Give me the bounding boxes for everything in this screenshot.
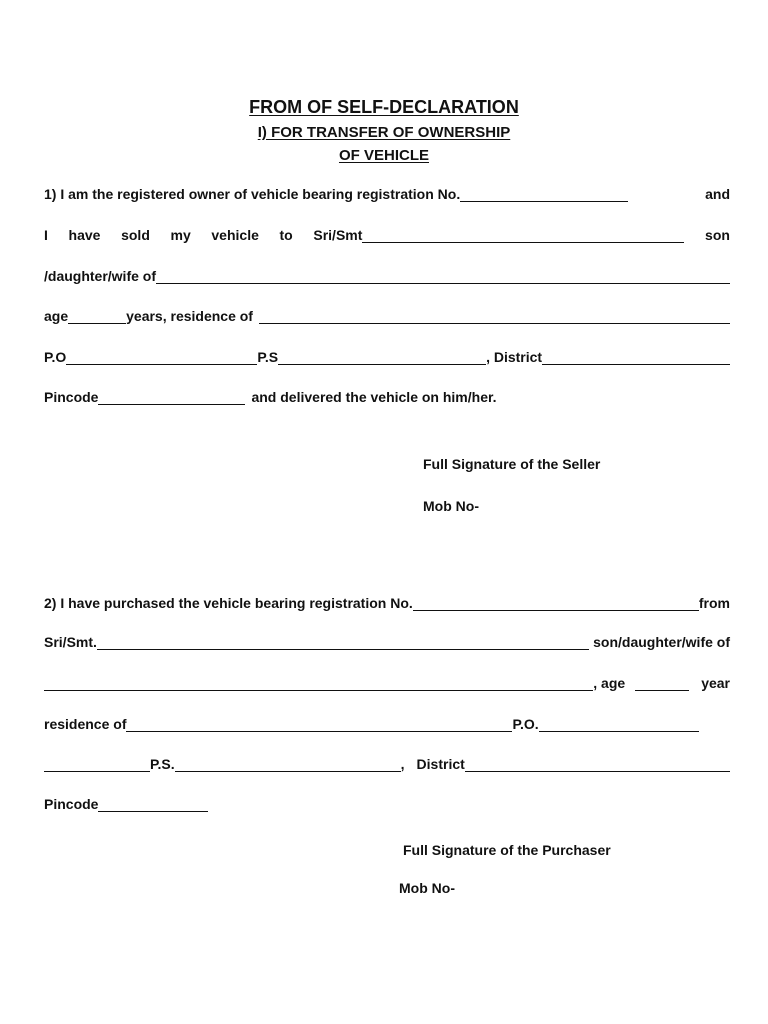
seller-po-field[interactable] <box>539 717 699 732</box>
seller-line-age <box>44 302 730 324</box>
buyer-name-group <box>313 227 684 243</box>
seller-age-field[interactable] <box>635 676 689 691</box>
seller-word: I <box>44 227 48 243</box>
seller-ps-field[interactable] <box>175 757 401 772</box>
ps-label: P.S. <box>150 756 175 772</box>
po-label: P.O <box>44 349 67 365</box>
seller-line-po-ps <box>44 343 730 365</box>
seller-residence-field[interactable] <box>126 717 512 732</box>
buyer-name-field[interactable] <box>362 228 684 243</box>
seller-ps-prefix-field[interactable] <box>44 757 150 772</box>
pincode-label: Pincode <box>44 389 99 405</box>
ps-label: P.S <box>257 349 279 365</box>
from-label: from <box>698 595 730 611</box>
seller-line-parent <box>44 262 730 284</box>
form-subtitle-line-1: I) FOR TRANSFER OF OWNERSHIP <box>257 124 511 141</box>
purchaser-line-registration <box>44 589 730 611</box>
seller-name-field[interactable] <box>97 635 589 650</box>
comma-text: , <box>400 756 405 772</box>
purchaser-mobile-label: Mob No- <box>399 880 455 896</box>
sri-smt-label: Sri/Smt. <box>44 634 97 650</box>
buyer-po-field[interactable] <box>66 350 257 365</box>
buyer-residence-field[interactable] <box>259 309 730 324</box>
pincode-label: Pincode <box>44 796 99 812</box>
purchaser-registration-text: 2) I have purchased the vehicle bearing registration No. <box>44 595 413 611</box>
purchaser-line-residence <box>44 710 730 732</box>
form-title: FROM OF SELF-DECLARATION <box>249 97 519 117</box>
seller-registration-text: 1) I am the registered owner of vehicle bearing registration No. <box>44 186 461 202</box>
purchaser-line-pincode <box>44 790 730 812</box>
buyer-pincode-field[interactable] <box>98 390 245 405</box>
form-subtitle-line-2: OF VEHICLE <box>338 147 429 164</box>
seller-mobile-label: Mob No- <box>423 498 479 514</box>
buyer-age-field[interactable] <box>68 309 126 324</box>
purchaser-line-parent-age <box>44 669 730 691</box>
po-label: P.O. <box>512 716 539 732</box>
age-label: age <box>44 308 69 324</box>
residence-of-label: residence of <box>44 716 127 732</box>
seller-word: my <box>170 227 191 243</box>
buyer-parent-field[interactable] <box>156 269 730 284</box>
district-label: , District <box>486 349 543 365</box>
sri-smt-label: Sri/Smt <box>313 227 363 243</box>
district-label: District <box>416 756 465 772</box>
seller-line-sold-to <box>44 221 730 243</box>
son-label: son <box>705 227 730 243</box>
purchaser-line-seller-name <box>44 628 730 650</box>
buyer-ps-field[interactable] <box>278 350 486 365</box>
seller-and-text: and <box>705 186 730 202</box>
year-label: year <box>701 675 730 691</box>
purchaser-registration-no-field[interactable] <box>413 596 699 611</box>
seller-word: vehicle <box>211 227 259 243</box>
daughter-wife-of-label: /daughter/wife of <box>44 268 156 284</box>
seller-pincode-field[interactable] <box>98 797 208 812</box>
seller-registration-no-field[interactable] <box>460 187 628 202</box>
son-daughter-wife-of-label: son/daughter/wife of <box>593 634 730 650</box>
seller-word: have <box>68 227 101 243</box>
seller-signature-label: Full Signature of the Seller <box>423 456 601 472</box>
seller-line-registration <box>44 180 730 202</box>
seller-district-field[interactable] <box>465 757 730 772</box>
buyer-district-field[interactable] <box>542 350 730 365</box>
seller-word: to <box>279 227 293 243</box>
purchaser-signature-label: Full Signature of the Purchaser <box>403 842 611 858</box>
delivered-text: and delivered the vehicle on him/her. <box>251 389 497 405</box>
seller-parent-field[interactable] <box>44 676 593 691</box>
seller-line-pincode <box>44 383 730 405</box>
purchaser-line-ps-district <box>44 750 730 772</box>
residence-label: years, residence of <box>126 308 253 324</box>
seller-word: sold <box>121 227 150 243</box>
age-label: , age <box>593 675 626 691</box>
